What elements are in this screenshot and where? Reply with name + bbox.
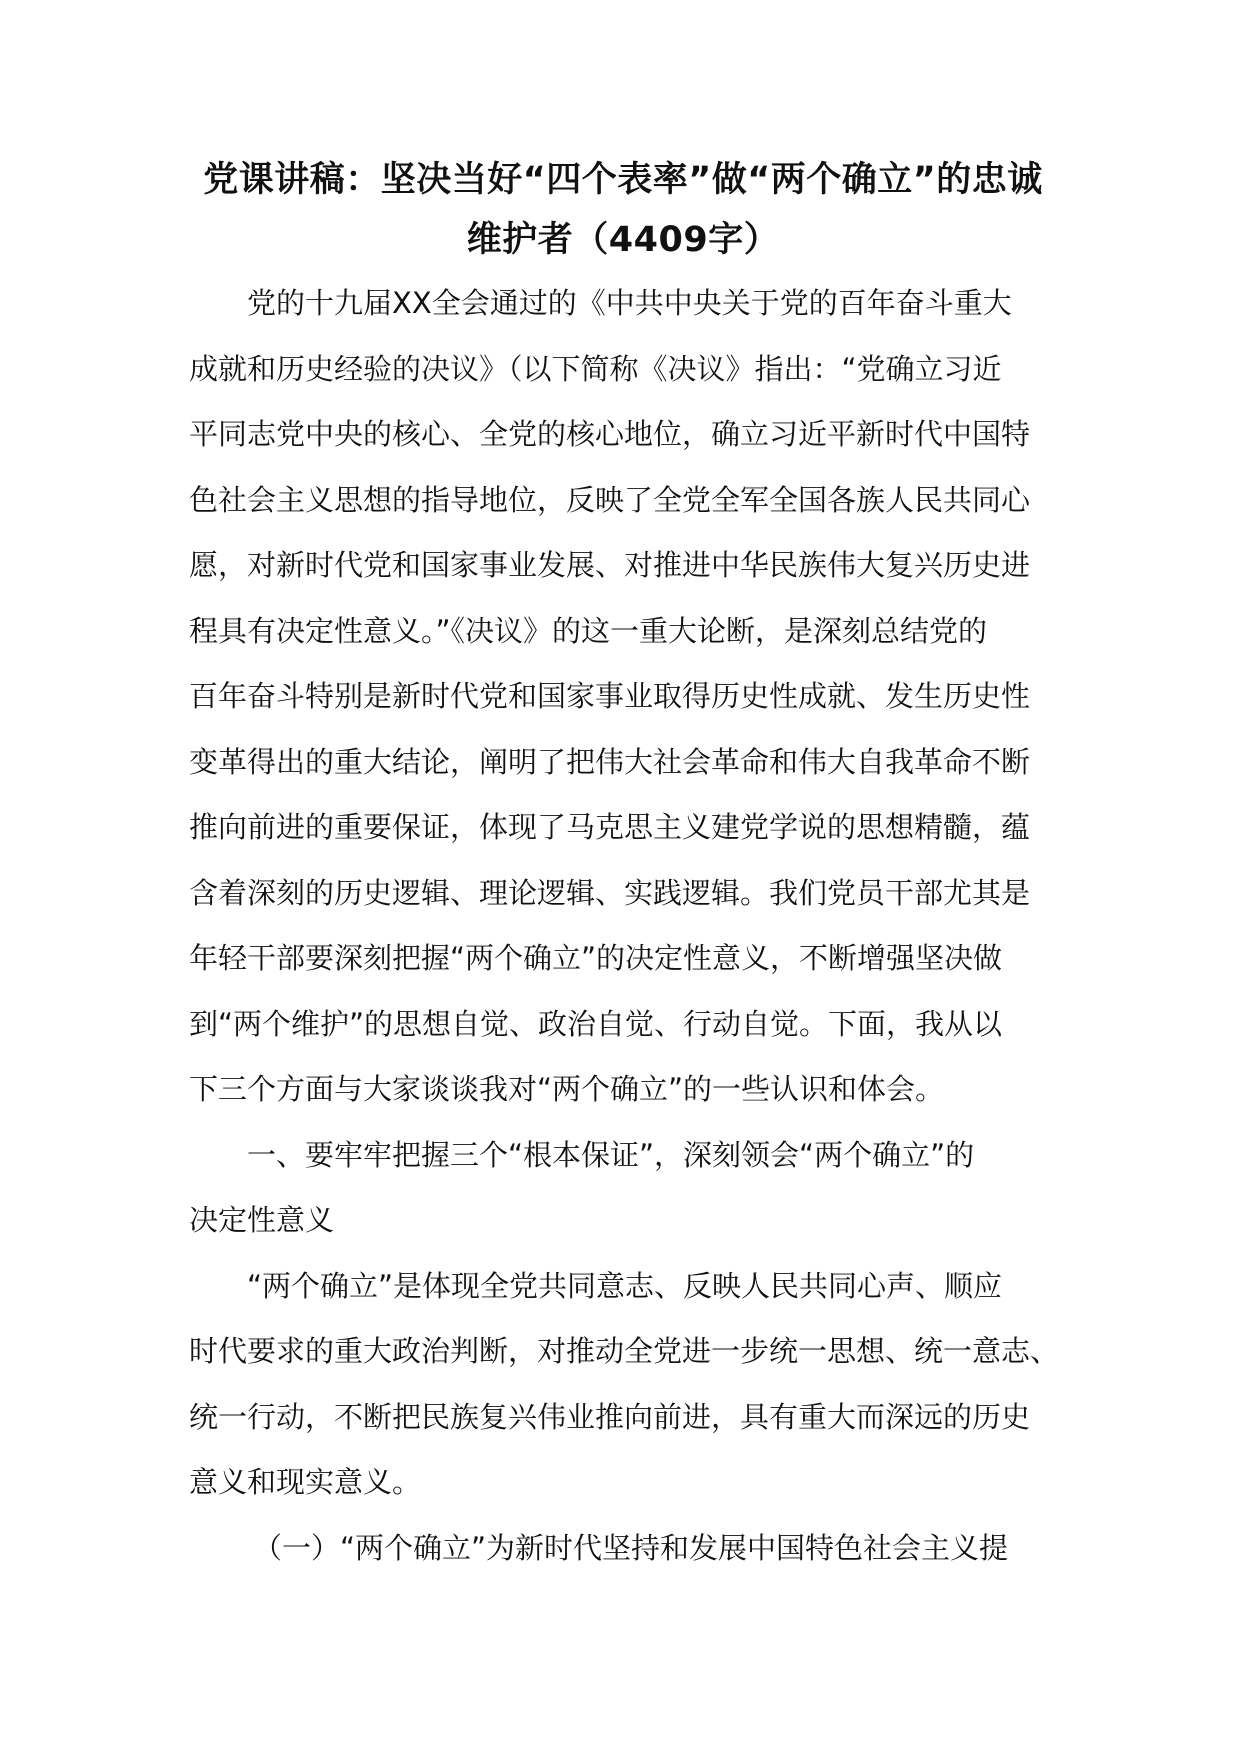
- text-line: 下三个方面与大家谈谈我对“两个确立”的一些认识和体会。: [189, 1072, 945, 1106]
- text-line: 到“两个维护”的思想自觉、政治自觉、行动自觉。下面，我从以: [189, 1006, 1003, 1041]
- text-line: 年轻干部要深刻把握“两个确立”的决定性意义，不断增强坚决做: [189, 941, 1003, 975]
- document-body: [189, 271, 1060, 1581]
- text-line: 愿，对新时代党和国家事业发展、对推进中华民族伟大复兴历史进: [189, 548, 1031, 582]
- paragraph-intro: [189, 271, 1057, 1123]
- text-line: “两个确立”是体现全党共同意志、反映人民共同心声、顺应: [247, 1268, 1003, 1303]
- text-line: 变革得出的重大结论，阐明了把伟大社会革命和伟大自我革命不断: [189, 744, 1031, 779]
- text-line: 时代要求的重大政治判断，对推动全党进一步统一思想、统一意志、: [189, 1334, 1060, 1368]
- text-line: 党的十九届XX全会通过的《中共中央关于党的百年奋斗重大: [247, 286, 1012, 320]
- text-line: 统一行动，不断把民族复兴伟业推向前进，具有重大而深远的历史: [189, 1399, 1031, 1434]
- paragraph-two-establishments: [189, 1254, 1060, 1516]
- text-line: 含着深刻的历史逻辑、理论逻辑、实践逻辑。我们党员干部尤其是: [189, 875, 1031, 910]
- document-title: [189, 150, 1057, 270]
- text-line: 程具有决定性意义。”《决议》的这一重大论断，是深刻总结党的: [189, 613, 988, 648]
- text-line: （一）“两个确立”为新时代坚持和发展中国特色社会主义提: [253, 1530, 1009, 1565]
- text-line: 意义和现实意义。: [189, 1465, 422, 1499]
- text-line: 平同志党中央的核心、全党的核心地位，确立习近平新时代中国特: [189, 417, 1031, 451]
- title-line: 维护者（4409字）: [466, 220, 780, 260]
- subsection-heading-1: [189, 1516, 1057, 1582]
- text-line: 成就和历史经验的决议》（以下简称《决议》指出：“党确立习近: [189, 351, 1002, 386]
- text-line: 推向前进的重要保证，体现了马克思主义建党学说的思想精髓，蕴: [189, 810, 1031, 844]
- document-page: [189, 150, 1060, 1581]
- section-heading-1: [189, 1123, 1057, 1254]
- text-line: 百年奋斗特别是新时代党和国家事业取得历史性成就、发生历史性: [189, 679, 1031, 713]
- text-line: 一、要牢牢把握三个“根本保证”，深刻领会“两个确立”的: [247, 1137, 975, 1172]
- text-line: 决定性意义: [189, 1203, 335, 1237]
- title-line: 党课讲稿：坚决当好“四个表率”做“两个确立”的忠诚: [203, 160, 1043, 200]
- text-line: 色社会主义思想的指导地位，反映了全党全军全国各族人民共同心: [189, 482, 1031, 517]
